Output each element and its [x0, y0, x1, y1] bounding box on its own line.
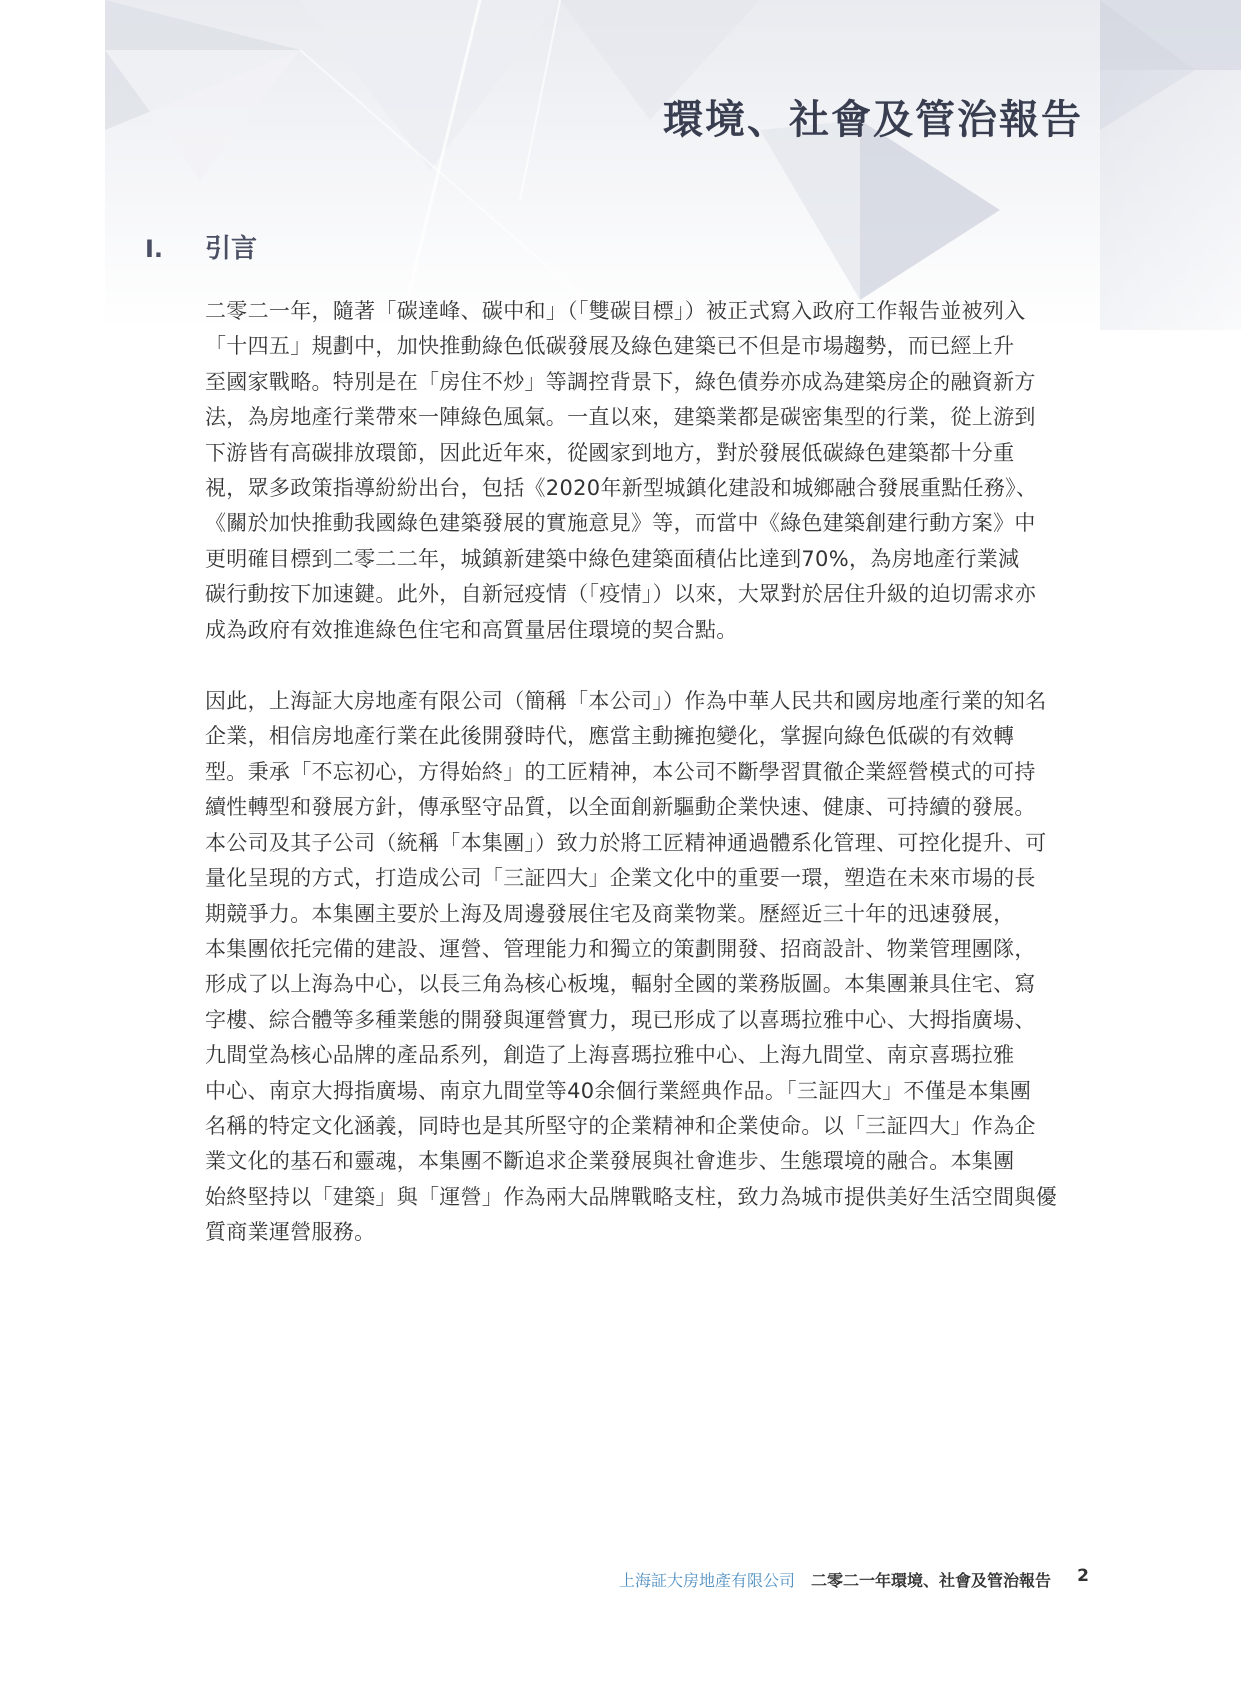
body-text [205, 294, 1085, 1287]
footer-company-name: 上海証大房地產有限公司 [618, 1571, 795, 1590]
section-heading [145, 228, 257, 265]
footer [619, 1568, 1051, 1591]
background-shape [1100, 70, 1241, 330]
report-title: 環境、社會及管治報告 [663, 97, 1083, 143]
section-title: 引言 [205, 234, 258, 264]
page-number: 2 [1077, 1566, 1089, 1586]
paragraph-company-overview: 因此，上海証大房地產有限公司（簡稱「本公司」）作為中華人民共和國房地產行業的知名 企業，相信房地產行業在此後開發時代，應當主動擁抱變化，掌握向綠色低碳的有效轉 型。秉承「不忘初心，方得始終」的工匠精神，本公司不斷學習貫徹企業經營模式的可持 續性轉型和發展方針，傳承堅守品質，以全面創新驅動企業快速、健康、可持續的發展。 本公司及其子公司（統稱「本集團」）致力於將工匠精神通過體系化管理、可控化提升、可 量化呈現的方式，打造成公司「三証四大」企業文化中的重要一環，塑造在未來市場的長 期競爭力。本集團主要於上海及周邊發展住宅及商業物業。歷經近三十年的迅速發展， 本集團依托完備的建設、運營、管理能力和獨立的策劃開發、招商設計、物業管理團隊， 形成了以上海為中心，以長三角為核心板塊，輻射全國的業務版圖。本集團兼具住宅、寫 字樓、綜合體等多種業態的開發與運營實力，現已形成了以喜瑪拉雅中心、大拇指廣場、 九間堂為核心品牌的產品系列，創造了上海喜瑪拉雅中心、上海九間堂、南京喜瑪拉雅 中心、南京大拇指廣場、南京九間堂等40余個行業經典作品。「三証四大」不僅是本集團 名稱的特定文化涵義，同時也是其所堅守的企業精神和企業使命。以「三証四大」作為企 業文化的基石和靈魂，本集團不斷追求企業發展與社會進步、生態環境的融合。本集團 始終堅持以「建築」與「運營」作為兩大品牌戰略支柱，致力為城市提供美好生活空間與優 質商業運營服務。 [205, 689, 1057, 1245]
paragraph-intro: 二零二一年，隨著「碳達峰、碳中和」（「雙碳目標」）被正式寫入政府工作報告並被列入 「十四五」規劃中，加快推動綠色低碳發展及綠色建築已不但是市場趨勢，而已經上升 至國家戰略。特別是在「房住不炒」等調控背景下，綠色債券亦成為建築房企的融資新方 法，為房地產行業帶來一陣綠色風氣。一直以來，建築業都是碳密集型的行業，從上游到 下游皆有高碳排放環節，因此近年來，從國家到地方，對於發展低碳綠色建築都十分重 視，眾多政策指導紛紛出台，包括《2020年新型城鎮化建設和城鄉融合發展重點任務》、 《關於加快推動我國綠色建築發展的實施意見》等，而當中《綠色建築創建行動方案》中 更明確目標到二零二二年，城鎮新建築中綠色建築面積佔比達到70%，為房地產行業減 碳行動按下加速鍵。此外，自新冠疫情（「疫情」）以來，大眾對於居住升級的迫切需求亦 成為政府有效推進綠色住宅和高質量居住環境的契合點。 [205, 299, 1038, 642]
footer-report-name: 二零二一年環境、社會及管治報告 [810, 1571, 1051, 1590]
section-number: I. [145, 235, 164, 263]
header-background-decoration [0, 0, 1241, 330]
